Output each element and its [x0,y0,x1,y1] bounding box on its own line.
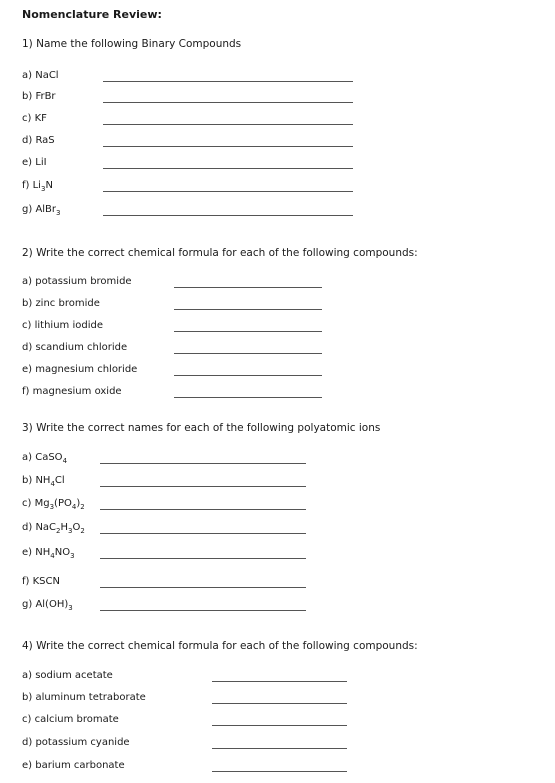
answer-line[interactable] [174,397,322,398]
question-item [22,135,353,146]
question-item [22,576,306,587]
answer-line[interactable] [103,81,353,82]
question-text: potassium bromide [35,276,132,287]
question-label [22,737,130,748]
answer-line[interactable] [100,610,306,611]
answer-line[interactable] [103,124,353,125]
question-label [22,364,137,375]
question-label [22,70,59,81]
question-letter: b) [22,91,33,102]
question-text: KF [34,113,47,124]
formula-subscript: 3 [56,209,61,217]
worksheet-title: Nomenclature Review: [22,8,162,21]
question-text: Al(OH) [35,599,69,610]
question-label [22,276,132,287]
question-text: NH [35,475,51,486]
section-heading: 4) Write the correct chemical formula for each of the following compounds: [22,640,418,652]
question-label [22,452,67,463]
question-item [22,364,322,375]
question-item [22,298,322,309]
question-letter: d) [22,522,33,533]
question-text: CaSO [35,452,63,463]
question-text: magnesium oxide [32,386,122,397]
question-item [22,498,306,509]
question-label [22,760,125,771]
answer-line[interactable] [212,771,347,772]
question-label [22,204,61,215]
question-label [22,113,47,124]
answer-line[interactable] [212,725,347,726]
question-text: N [45,180,53,191]
question-letter: d) [22,737,33,748]
question-item [22,204,353,215]
question-letter: g) [22,204,33,215]
question-text: NaC [35,522,57,533]
answer-line[interactable] [103,215,353,216]
question-label [22,547,75,558]
question-label [22,386,122,397]
question-letter: g) [22,599,33,610]
formula-subscript: 3 [70,552,75,560]
answer-line[interactable] [100,463,306,464]
answer-line[interactable] [100,587,306,588]
question-item [22,737,347,748]
question-letter: f) [22,576,30,587]
question-label [22,157,47,168]
question-text: scandium chloride [35,342,128,353]
question-text: LiI [35,157,47,168]
answer-line[interactable] [212,703,347,704]
question-letter: b) [22,692,33,703]
question-text: FrBr [35,91,56,102]
question-text: Mg [34,498,50,509]
question-item [22,157,353,168]
question-text: potassium cyanide [35,737,130,748]
question-letter: a) [22,670,33,681]
question-text: NO [54,547,71,558]
question-item [22,386,322,397]
question-text: sodium acetate [35,670,113,681]
question-item [22,547,306,558]
answer-line[interactable] [174,309,322,310]
question-label [22,670,113,681]
question-text: O [72,522,81,533]
answer-line[interactable] [174,287,322,288]
question-text: AlBr [35,204,57,215]
question-item [22,70,353,81]
question-text: KSCN [32,576,60,587]
question-text: ) [76,498,81,509]
question-item [22,714,347,725]
answer-line[interactable] [212,681,347,682]
question-letter: c) [22,113,32,124]
question-letter: e) [22,157,33,168]
question-text: Cl [54,475,65,486]
answer-line[interactable] [212,748,347,749]
question-letter: c) [22,498,32,509]
question-item [22,599,306,610]
question-text: RaS [35,135,55,146]
question-label [22,342,127,353]
question-letter: a) [22,452,33,463]
question-letter: f) [22,386,30,397]
question-text: H [60,522,69,533]
question-letter: c) [22,320,32,331]
formula-subscript: 3 [68,527,73,535]
question-text: zinc bromide [35,298,100,309]
answer-line[interactable] [103,146,353,147]
question-label [22,180,53,191]
question-item [22,692,347,703]
question-label [22,576,60,587]
section-heading: 3) Write the correct names for each of the following polyatomic ions [22,422,381,434]
question-text: aluminum tetraborate [35,692,146,703]
question-label [22,135,55,146]
question-label [22,298,100,309]
question-label [22,91,56,102]
question-text: NH [35,547,51,558]
question-letter: d) [22,342,33,353]
question-item [22,276,322,287]
formula-subscript: 4 [71,503,77,511]
question-text: NaCl [35,70,59,81]
question-letter: a) [22,276,33,287]
question-item [22,113,353,124]
formula-subscript: 3 [40,185,46,193]
question-letter: e) [22,364,33,375]
section-heading: 1) Name the following Binary Compounds [22,38,242,50]
question-label [22,599,73,610]
question-text: barium carbonate [35,760,125,771]
question-item [22,320,322,331]
answer-line[interactable] [174,353,322,354]
answer-line[interactable] [100,509,306,510]
question-label [22,692,146,703]
question-item [22,91,353,102]
question-item [22,475,306,486]
answer-line[interactable] [100,533,306,534]
answer-line[interactable] [103,102,353,103]
question-item [22,522,306,533]
answer-line[interactable] [174,375,322,376]
formula-subscript: 4 [50,480,55,488]
question-letter: b) [22,298,33,309]
question-letter: c) [22,714,32,725]
question-label [22,522,85,533]
question-text: lithium iodide [34,320,103,331]
formula-subscript: 3 [68,604,73,612]
question-text: calcium bromate [34,714,119,725]
question-letter: a) [22,70,33,81]
question-label [22,475,65,486]
question-letter: f) [22,180,30,191]
question-letter: e) [22,547,33,558]
question-item [22,452,306,463]
formula-subscript: 2 [56,527,61,535]
answer-line[interactable] [100,486,306,487]
formula-subscript: 4 [50,552,55,560]
section-heading: 2) Write the correct chemical formula for each of the following compounds: [22,247,418,259]
formula-subscript: 4 [62,457,68,465]
question-item [22,670,347,681]
formula-subscript: 3 [49,503,55,511]
question-letter: b) [22,475,33,486]
question-item [22,180,353,191]
question-letter: e) [22,760,33,771]
question-label [22,320,103,331]
question-label [22,714,119,725]
formula-subscript: 2 [80,503,85,511]
answer-line[interactable] [100,558,306,559]
question-item [22,760,347,771]
answer-line[interactable] [103,168,353,169]
question-text: (PO [54,498,72,509]
question-letter: d) [22,135,33,146]
question-label [22,498,85,509]
answer-line[interactable] [174,331,322,332]
question-item [22,342,322,353]
formula-subscript: 2 [80,527,85,535]
answer-line[interactable] [103,191,353,192]
question-text: magnesium chloride [35,364,138,375]
question-text: Li [32,180,41,191]
